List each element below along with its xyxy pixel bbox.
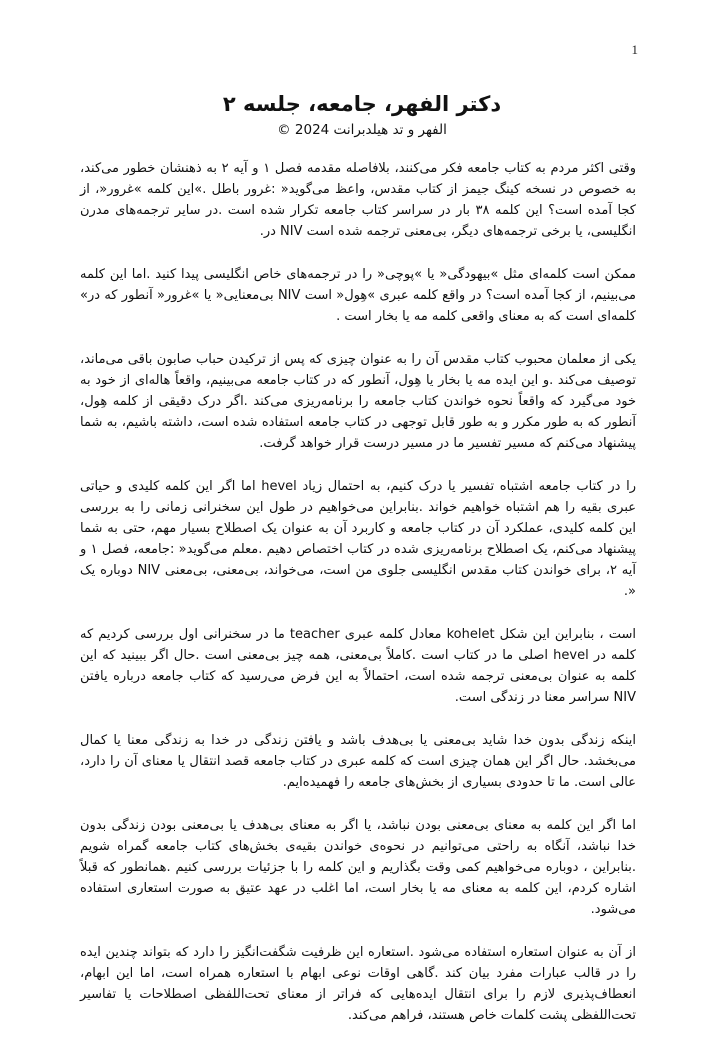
page-number: 1 (631, 42, 638, 57)
document-title: دکتر الفهر، جامعه، جلسه ۲ (222, 92, 502, 116)
paragraph: ممکن است کلمه‌ای مثل »بیهودگی« یا »پوچی« را در ترجمه‌های خاص انگلیسی پیدا کنید .اما این کلمه می‌بینیم، از کجا آمده است؟ در واقع کلمه عبری »هِول« است NIV بی‌معنایی« یا »غرور« آنطور که در» کلمه‌ای است که به معنای واقعی کلمه مه یا بخار است . (80, 267, 636, 324)
paragraph: یکی از معلمان محبوب کتاب مقدس آن را به عنوان چیزی که پس از ترکیدن حباب صابون باقی می‌ماند، توصیف می‌کند .و این ایده مه یا بخار یا هِول، آنطور که در کتاب جامعه می‌بینیم، واقعاً هاله‌ای از خود به خود می‌گیرد که واقعاً نحوه خواندن کتاب جامعه را برنامه‌ریزی می‌کند .اگر درک دقیقی از کلمه هِول، آنطور که به طور مکرر و به طور قابل توجهی در کتاب جامعه استفاده شده است، داشته باشیم، به شما پیشنهاد می‌کنم که مسیر تفسیر ما در مسیر درست قرار خواهد گرفت. (80, 352, 636, 451)
paragraph: اما اگر این کلمه به معنای بی‌معنی بودن نباشد، یا اگر به معنای بی‌هدف یا بی‌معنی بودن زندگی بدون خدا نباشد، آنگاه به راحتی می‌توانیم در نحوه‌ی خواندن بقیه‌ی بخش‌های کتاب جامعه گمراه شویم .بنابراین ، دوباره می‌خواهیم کمی وقت بگذاریم و این کلمه را با جزئیات بررسی کنیم .همانطور که قبلاً اشاره کردم، این کلمه به معنای مه یا بخار است، اما اغلب در عهد عتیق به صورت استعاری استفاده می‌شود. (80, 818, 636, 917)
paragraph: است ، بنابراین این شکل kohelet معادل کلمه عبری teacher ما در سخنرانی اول بررسی کردیم که کلمه در hevel اصلی ما در کتاب است .کاملاً بی‌معنی، همه چیز بی‌معنی است .حال اگر ببینید که این کلمه به عنوان بی‌معنی ترجمه شده است، احتمالاً به این فرض می‌رسید که کتاب جامعه درباره یافتن NIV سراسر معنا در زندگی است. (80, 627, 637, 705)
paragraph: اینکه زندگی بدون خدا شاید بی‌معنی یا بی‌هدف باشد و یافتن زندگی در خدا به زندگی معنا یا کمال می‌بخشد. حال اگر این همان چیزی است که کلمه عبری در کتاب جامعه قصد انتقال یا معنای آن را دارد، عالی است. ما تا حدودی بسیاری از بخش‌های جامعه را فهمیده‌ایم. (80, 733, 636, 790)
byline: الفهر و تد هیلدبرانت 2024 © (277, 122, 447, 138)
paragraph: را در کتاب جامعه اشتباه تفسیر یا درک کنیم، به احتمال زیاد hevel اما اگر این کلمه کلیدی و حیاتی عبری بقیه را هم اشتباه خواهیم خواند .بنابراین می‌خواهیم در طول این سخنرانی زمانی را به بررسی این کلمه کلیدی، عملکرد آن در کتاب جامعه و کاربرد آن به عنوان یک اصطلاح بسیار مهم، حتی به شما پیشنهاد می‌کنم، یک اصطلاح برنامه‌ریزی شده در کتاب اختصاص دهیم .معلم می‌گوید« :جامعه، فصل ۱ و آیه ۲، برای خواندن کتاب مقدس انگلیسی جلوی من است، می‌خواند، بی‌معنی، بی‌معنی NIV دوباره یک «. (80, 479, 636, 599)
paragraph: وقتی اکثر مردم به کتاب جامعه فکر می‌کنند، بلافاصله مقدمه فصل ۱ و آیه ۲ به ذهنشان خطور می‌کند، به خصوص در نسخه کینگ جیمز از کتاب مقدس، واعظ می‌گوید« :غرور باطل .»این کلمه »غرور«، از کجا آمده است؟ این کلمه ۳۸ بار در سراسر کتاب جامعه تکرار شده است .در سایر ترجمه‌های مدرن انگلیسی، یا برخی ترجمه‌های دیگر، بی‌معنی ترجمه شده است NIV در. (80, 161, 637, 239)
document-body (80, 158, 636, 1048)
paragraph: از آن به عنوان استعاره استفاده می‌شود .استعاره این ظرفیت شگفت‌انگیز را دارد که بتواند چندین ایده را در قالب عبارات مفرد بیان کند .گاهی اوقات نوعی ابهام با استعاره همراه است، اما این ابهام، انعطاف‌پذیری لازم را برای انتقال ایده‌هایی که فراتر از معنای تحت‌اللفظی اصطلاحات یا تفاسیر تحت‌اللفظی پشت کلمات خاص هستند، فراهم می‌کند. (80, 945, 636, 1023)
